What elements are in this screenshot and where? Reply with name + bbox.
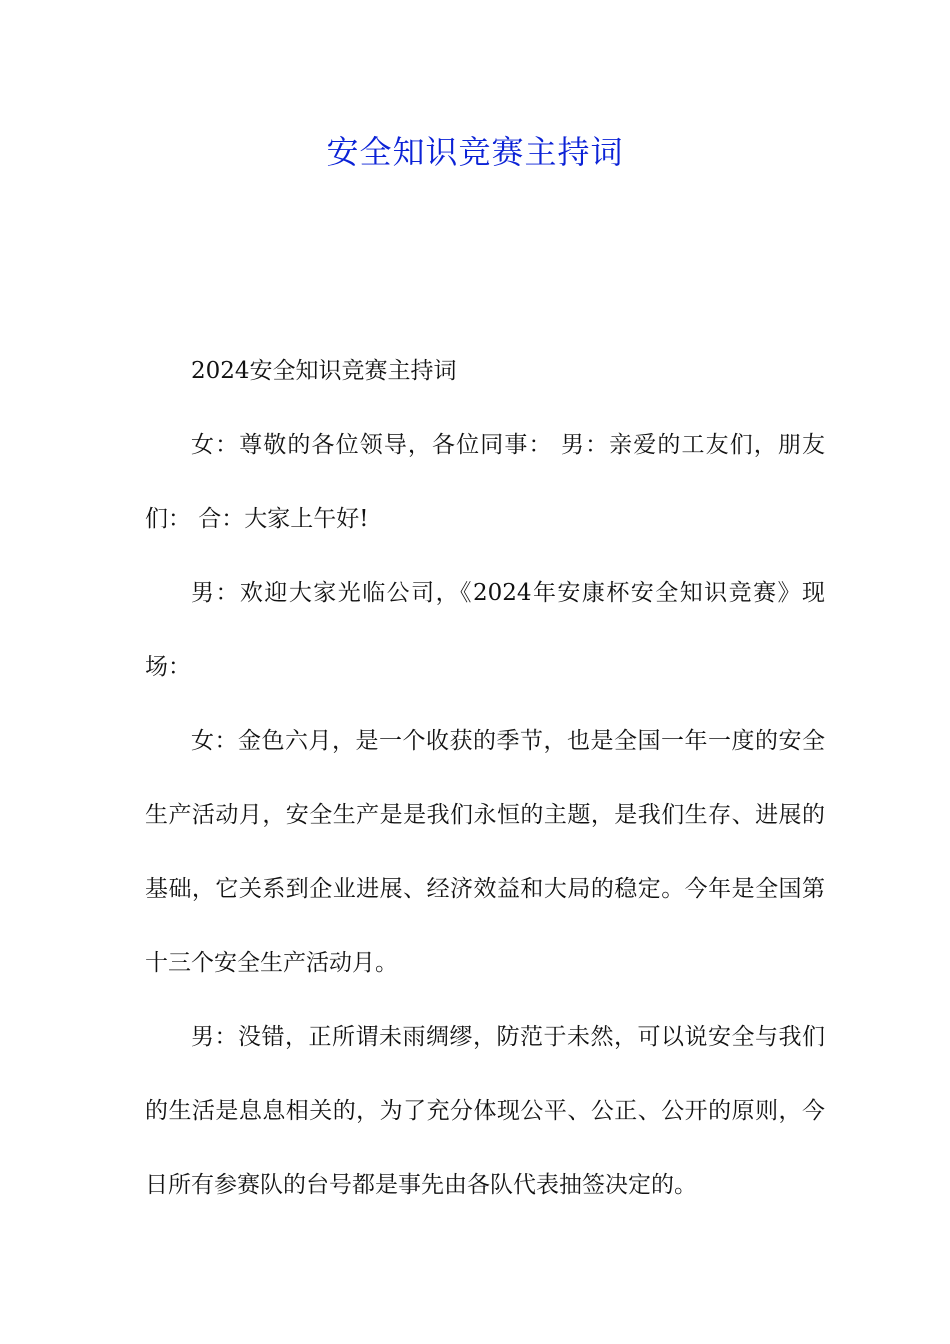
paragraph-greeting: 女：尊敬的各位领导，各位同事： 男：亲爱的工友们，朋友们： 合：大家上午好! xyxy=(145,432,825,532)
paragraph-subtitle: 2024安全知识竞赛主持词 xyxy=(191,358,457,384)
paragraph-safety-month: 女：金色六月，是一个收获的季节，也是全国一年一度的安全生产活动月，安全生产是是我们永恒的主题，是我们生存、进展的基础，它关系到企业进展、经济效益和大局的稳定。今年是全国第十三个安全生产活动月。 xyxy=(145,728,825,976)
paragraph-fairness: 男：没错，正所谓未雨绸缪，防范于未然，可以说安全与我们的生活是息息相关的，为了充分体现公平、公正、公开的原则，今日所有参赛队的台号都是事先由各队代表抽签决定的。 xyxy=(145,1024,825,1198)
document-body xyxy=(145,334,825,1222)
paragraph-welcome: 男：欢迎大家光临公司，《2024年安康杯安全知识竞赛》现场： xyxy=(145,580,825,680)
document-title: 安全知识竞赛主持词 xyxy=(326,133,624,171)
